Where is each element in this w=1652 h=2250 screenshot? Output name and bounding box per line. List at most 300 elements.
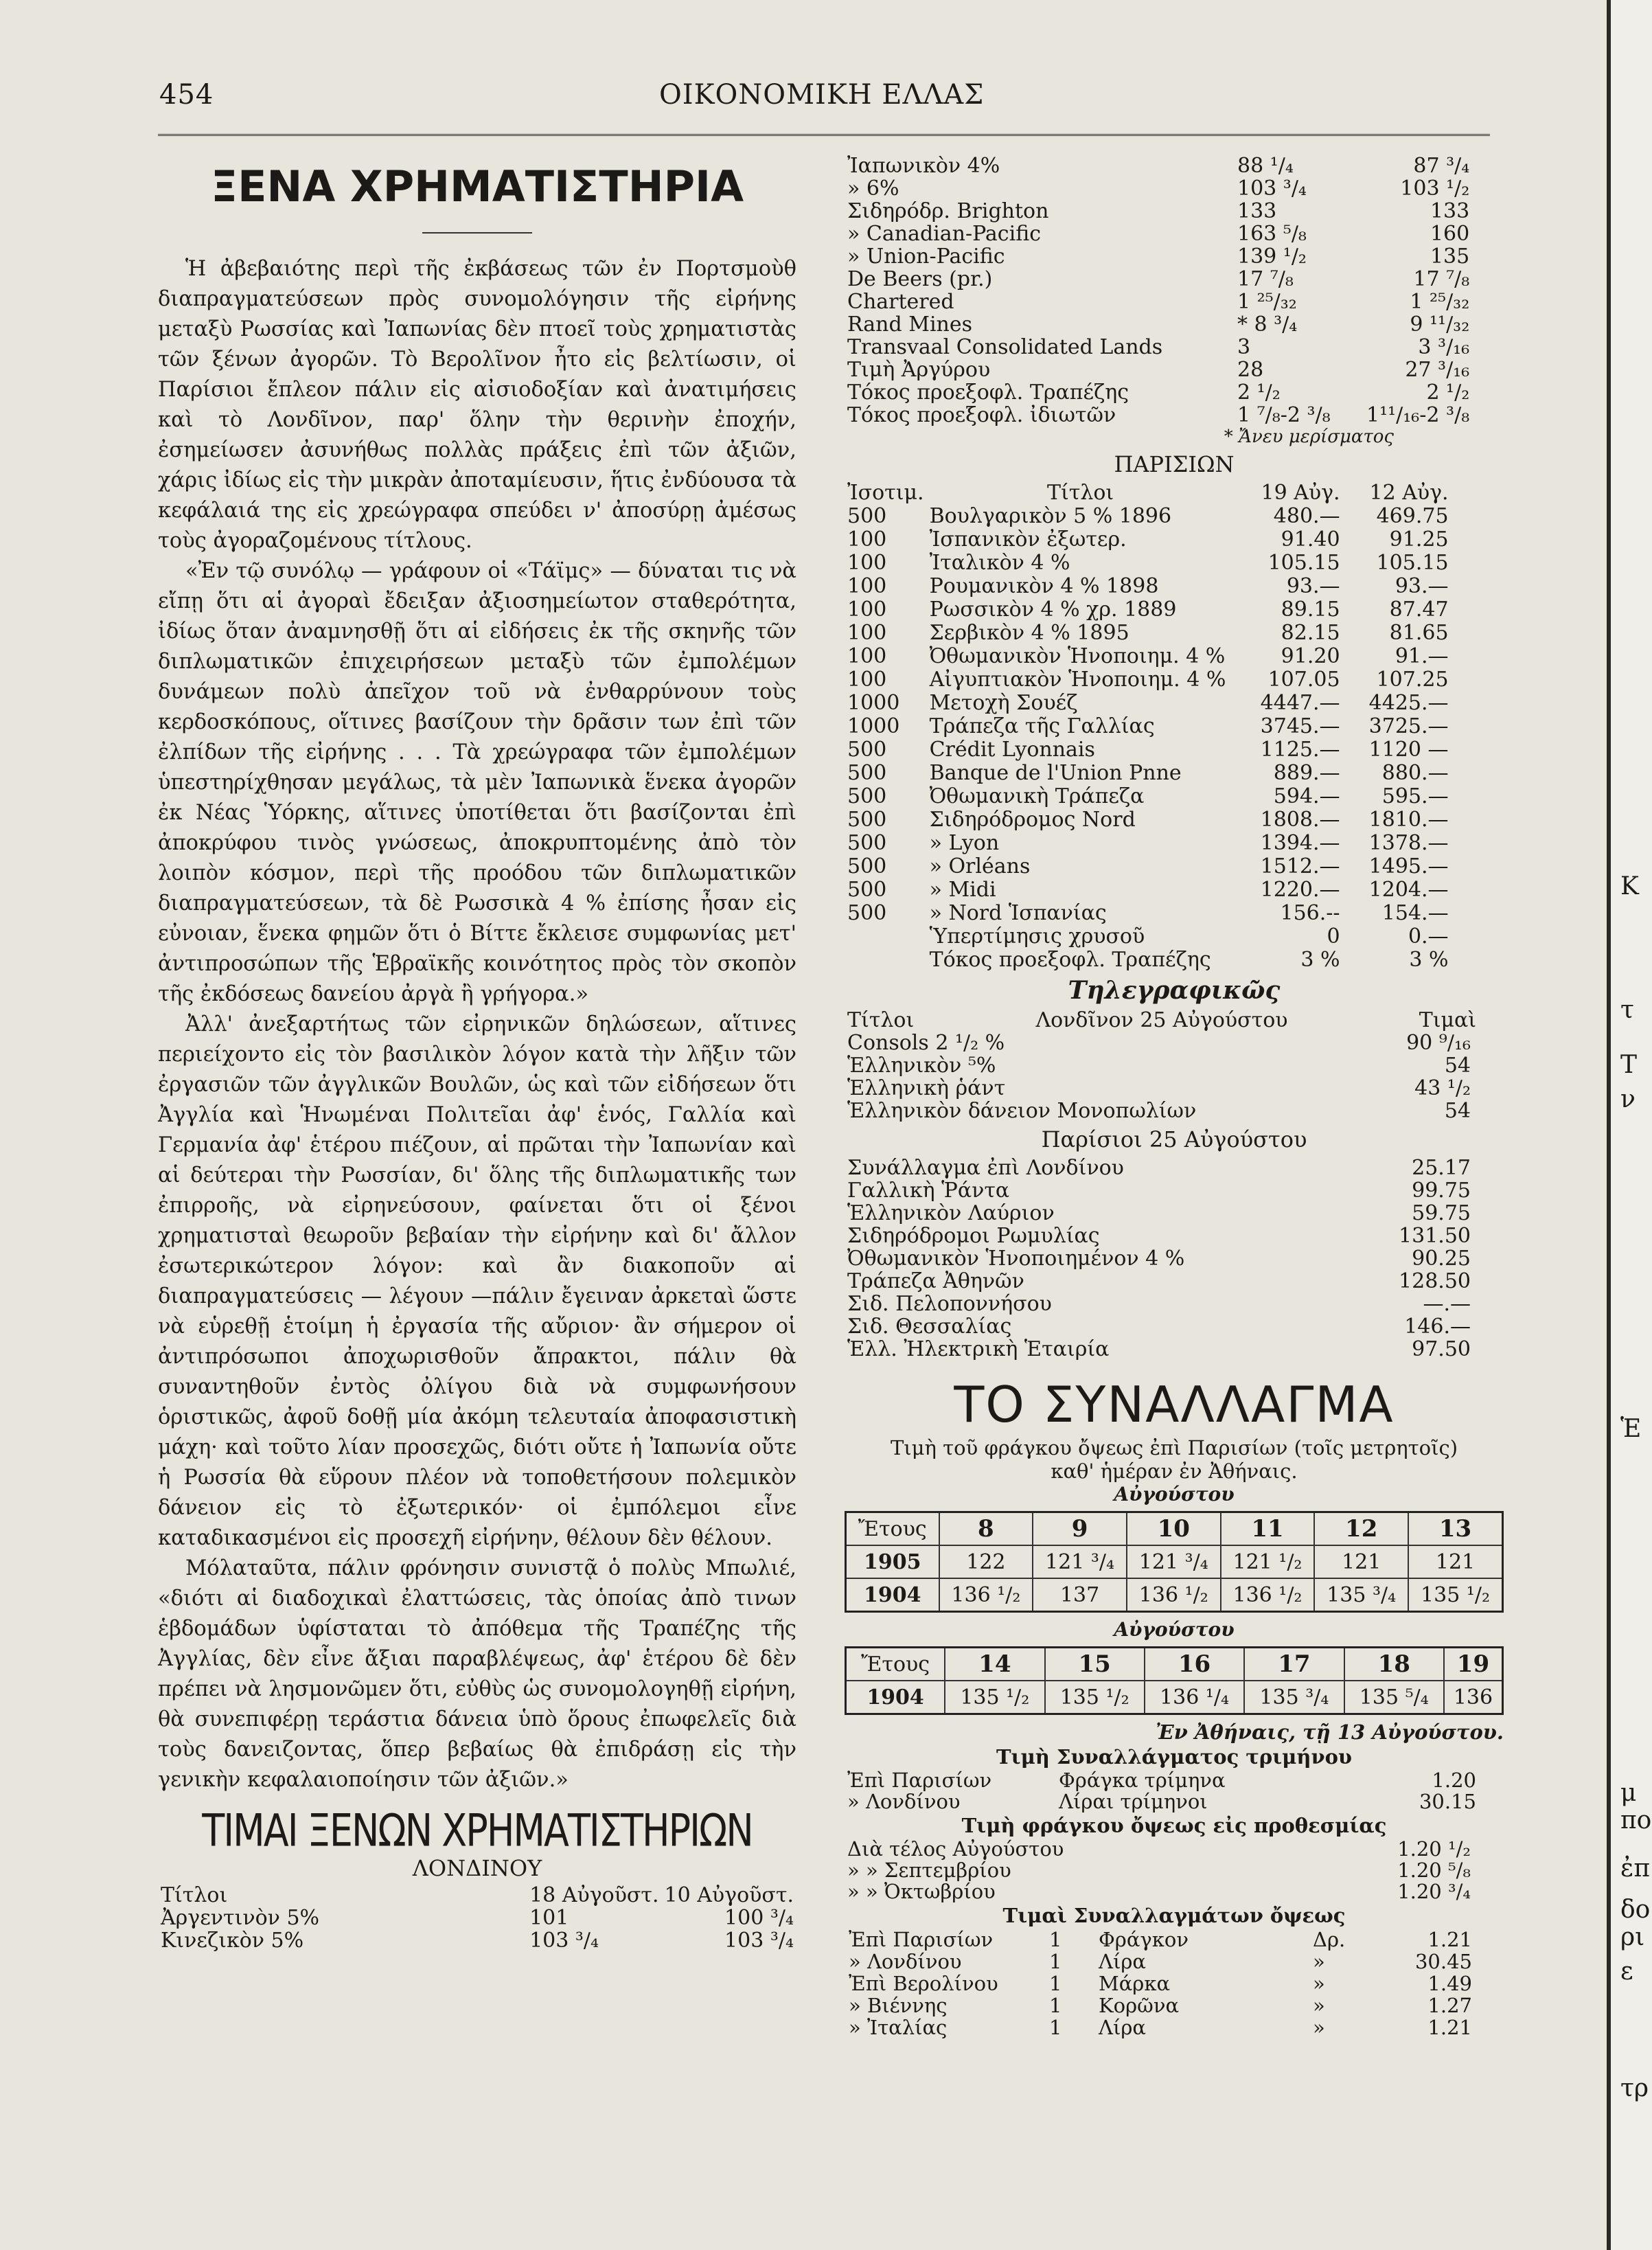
cell: Δρ. — [1313, 1928, 1346, 1951]
cell: 1 ²⁵/₃₂ — [1237, 290, 1297, 314]
cell: 500 — [847, 878, 887, 902]
cell: 1904 — [846, 1578, 939, 1612]
cell: 160 — [1430, 222, 1470, 246]
cell: 1.49 — [1427, 1972, 1472, 1995]
cell: Ἑλληνικὸν Λαύριον — [847, 1201, 1055, 1225]
cell: 1.20 — [1432, 1769, 1476, 1792]
cell: 17 ⁷/₈ — [1237, 267, 1294, 291]
col-header: 10 Αὐγοῦστ. — [664, 1883, 794, 1907]
sight-title: Τιμαὶ Συναλλαγμάτων ὄψεως — [1002, 1904, 1346, 1927]
paris-table — [845, 481, 1452, 972]
page-edge-fragment: Κ — [1620, 872, 1639, 900]
table-row — [845, 785, 1452, 808]
table-row — [845, 177, 1472, 200]
london-subtitle: ΛΟΝΔΙΝΟΥ — [412, 1855, 542, 1881]
cell: 91.40 — [1281, 527, 1340, 552]
table-row — [845, 855, 1452, 878]
cell: 90 ⁹/₁₆ — [1406, 1031, 1471, 1055]
cell: Τιμὴ Ἀργύρου — [847, 358, 991, 382]
cell: 100 ³/₄ — [724, 1906, 794, 1930]
cell: » Canadian-Pacific — [847, 222, 1042, 246]
page-edge-fragment: Ἑ — [1620, 1415, 1642, 1443]
cell: 121 — [1408, 1545, 1502, 1578]
cell: Ὀθωμανικὴ Τράπεζα — [929, 784, 1145, 808]
cell: Σιδηρόδρομος Nord — [929, 808, 1136, 832]
table-row — [845, 832, 1452, 855]
table-row — [845, 1054, 1473, 1077]
cell: Ἐπὶ Παρισίων — [847, 1769, 992, 1792]
cell: Chartered — [847, 290, 954, 314]
cell: Ἑλλ. Ἠλεκτρικὴ Ἑταιρία — [847, 1337, 1110, 1361]
col-header: 18 Αὐγοῦστ. — [529, 1883, 659, 1907]
left-column — [158, 155, 796, 1952]
cell: Ἑλληνικὸν ⁵% — [847, 1054, 996, 1078]
cell: Ἑλληνικὸν δάνειον Μονοπωλίων — [847, 1099, 1197, 1123]
cell: Τράπεζα τῆς Γαλλίας — [929, 714, 1155, 738]
cell: 1904 — [846, 1681, 945, 1714]
cell: 1.20 ³/₄ — [1397, 1880, 1471, 1903]
cell: Ὀθωμανικὸν Ἡνοποιημ. 4 % — [929, 644, 1226, 668]
cell: 54 — [1444, 1054, 1471, 1078]
cell: 1512.— — [1260, 854, 1340, 878]
cell: » » Σεπτεμβρίου — [847, 1859, 1011, 1882]
table-row — [845, 1270, 1473, 1293]
cell: * 8 ³/₄ — [1237, 312, 1298, 337]
cell: Σιδ. Θεσσαλίας — [847, 1315, 1012, 1339]
col-header: 16 — [1145, 1648, 1244, 1681]
col-header: 19 Αὐγ. — [1261, 481, 1340, 505]
title-rule — [422, 232, 532, 234]
cell: Συνάλλαγμα ἐπὶ Λονδίνου — [847, 1156, 1124, 1180]
col-header: 12 Αὐγ. — [1369, 481, 1449, 505]
cell: 880.— — [1381, 761, 1449, 785]
table-row — [845, 481, 1452, 505]
cell: 1¹¹/₁₆-2 ³/₈ — [1366, 403, 1470, 427]
exchange-title: ΤΟ ΣΥΝΑΛΛΑΓΜΑ — [954, 1376, 1395, 1433]
cell: 500 — [847, 808, 887, 832]
cell: 595.— — [1381, 784, 1449, 808]
cell: Ρουμανικὸν 4 % 1898 — [929, 574, 1159, 598]
forward-title: Τιμὴ φράγκου ὄψεως εἰς προθεσμίας — [961, 1814, 1387, 1837]
table-row — [158, 1884, 796, 1907]
table-row — [845, 925, 1452, 948]
table-row — [845, 692, 1452, 715]
cell: 1378.— — [1368, 831, 1449, 855]
cell: 25.17 — [1412, 1156, 1471, 1180]
col-header: Τίτλοι — [161, 1883, 228, 1907]
cell: Αἰγυπτιακὸν Ἡνοποιημ. 4 % — [929, 668, 1226, 692]
cell: 131.50 — [1399, 1224, 1471, 1248]
table-row — [845, 1973, 1476, 1995]
cell: 136 ¹/₄ — [1145, 1681, 1244, 1714]
article-paragraph: Μόλαταῦτα, πάλιν φρόνησιν συνιστᾷ ὁ πολὺς Μπωλιέ, «διότι αἱ διαδοχικαὶ ἐλαττώσεις, τὰς ὁποίας ἀπὸ τινων ἑβδομάδων ὑφίσταται τὸ ἀπόθεμα τῆς Τραπέζης τῆς Ἀγγλίας, δὲν εἶνε ἄξιαι παραβλέψεως, ἀφ' ἑτέρου δὲ δὲν πρέπει νὰ λησμονῶμεν ὅτι, εὐθὺς ὡς συνομολογηθῇ εἰρήνη, θὰ συνεπιφέρῃ τεράστια δάνεια ὑπὸ ὅρους ἐπωφελεῖς διὰ τοὺς δανειζοντας, ὅπερ βεβαίως θὰ ἐπιδράσῃ εἰς τὴν γενικὴν κεφαλαιοποίησιν τῶν ἀξιῶν.» — [158, 1556, 796, 1792]
three-month-title: Τιμὴ Συναλλάγματος τριμήνου — [996, 1745, 1353, 1769]
cell: Consols 2 ¹/₂ % — [847, 1031, 1005, 1055]
cell: 889.— — [1273, 761, 1340, 785]
cell: 136 — [1444, 1681, 1503, 1714]
table-row — [845, 1881, 1473, 1902]
foreign-prices-title: ΤΙΜΑΙ ΞΕΝΩΝ ΧΡΗΜΑΤΙΣΤΗΡΙΩΝ — [202, 1804, 753, 1857]
telegraph-title: Τηλεγραφικῶς — [1068, 976, 1281, 1005]
cell: De Beers (pr.) — [847, 267, 993, 291]
cell: 1394.— — [1260, 831, 1340, 855]
cell: Φράγκον — [1099, 1928, 1189, 1951]
table-row — [158, 1929, 796, 1952]
col-header: 17 — [1244, 1648, 1344, 1681]
cell: » Orléans — [929, 854, 1031, 878]
cell: 30.45 — [1414, 1950, 1472, 1973]
cell: 1808.— — [1260, 808, 1340, 832]
cell: » Midi — [929, 878, 996, 902]
col-header: Ἔτους — [846, 1648, 945, 1681]
cell: Τόκος προεξοφλ. Τραπέζης — [929, 948, 1211, 972]
cell: 135 ⁵/₄ — [1344, 1681, 1444, 1714]
cell: » Λονδίνου — [849, 1950, 962, 1973]
table-row — [846, 1512, 1503, 1546]
cell: » » Ὀκτωβρίου — [847, 1880, 996, 1903]
col-header: 11 — [1221, 1512, 1315, 1546]
cell: Σιδηρόδρ. Brighton — [847, 199, 1049, 223]
cell: 1204.— — [1368, 878, 1449, 902]
cell: Ὑπερτίμησις χρυσοῦ — [929, 924, 1145, 948]
cell: 107.05 — [1267, 668, 1340, 692]
cell: 135 ³/₄ — [1244, 1681, 1344, 1714]
exchange-desc: καθ' ἡμέραν ἐν Ἀθήναις. — [1051, 1459, 1298, 1483]
page-edge-fragment: ε — [1620, 1957, 1633, 1986]
month-label: Αὐγούστου — [1114, 1483, 1235, 1505]
table-row — [845, 715, 1452, 738]
cell: 133 — [1430, 199, 1470, 223]
telegraph-paris-table — [845, 1157, 1473, 1361]
cell: 1 — [1049, 1994, 1062, 2017]
table-row — [845, 808, 1452, 832]
cell: 128.50 — [1399, 1269, 1471, 1293]
cell: Transvaal Consolidated Lands — [847, 335, 1163, 359]
exchange-grid — [845, 1511, 1504, 1613]
cell: 469.75 — [1376, 504, 1449, 528]
cell: 154.— — [1381, 901, 1449, 925]
table-row — [845, 1860, 1473, 1881]
cell: 100 — [847, 574, 887, 598]
col-header: 13 — [1408, 1512, 1502, 1546]
cell: 1.27 — [1427, 1994, 1472, 2017]
cell: 136 ¹/₂ — [939, 1578, 1033, 1612]
cell: 4425.— — [1368, 691, 1449, 715]
article-paragraph: Ἡ ἀβεβαιότης περὶ τῆς ἐκβάσεως τῶν ἐν Πορτσμοὺθ διαπραγματεύσεων πρὸς συνομολόγησιν τῆς εἰρήνης μεταξὺ Ρωσσίας καὶ Ἰαπωνίας δὲν πτοεῖ τοὺς χρηματιστὰς τῶν ξένων ἀγορῶν. Τὸ Βερολῖνον ἦτο εἰς βελτίωσιν, οἱ Παρίσιοι ἔπλεον πάλιν εἰς αἰσιοδοξίαν καὶ ἀνατιμήσεις καὶ τὸ Λονδῖνον, παρ' ὅλην τὴν θερινὴν ἐποχήν, ἐσημείωσεν ἀσυνήθως πολλὰς πράξεις ἐπὶ τῶν ἀξιῶν, χάρις ἰδίως εἰς τὴν μικρὰν ἀποταμίευσιν, ἥτις ἐνδύουσα τὰ κεφάλαιά της εἰς χρεώγραφα σπεύδει ν' ἀποσύρῃ ἀμέσως τοὺς ἀγοραζομένους τίτλους. — [158, 257, 796, 553]
cell: Βουλγαρικὸν 5 % 1896 — [929, 504, 1172, 528]
page-number: 454 — [159, 79, 214, 111]
cell: 1.21 — [1427, 2016, 1472, 2039]
cell: 28 — [1237, 358, 1264, 382]
cell: 500 — [847, 831, 887, 855]
cell: 500 — [847, 901, 887, 925]
cell: Λίραι τρίμηνοι — [1059, 1790, 1208, 1813]
cell: Τόκος προεξοφλ. Τραπέζης — [847, 380, 1129, 405]
cell: Ἰσπανικὸν ἐξωτερ. — [929, 527, 1127, 552]
article-paragraph: «Ἐν τῷ συνόλῳ — γράφουν οἱ «Τάϊμς» — δύναται τις νὰ εἴπῃ ὅτι αἱ ἀγοραὶ ἔδειξαν ἀξιοσημείωτον σταθερότητα, ἰδίως ὅταν ἀναμνησθῇ ὅτι αἱ εἰδήσεις ἐκ τῆς σκηνῆς τῶν διπλωματικῶν ἐπιχειρήσεων μεταξὺ τῶν ἐμπολέμων δυνάμεων πολὺ ἀπεῖχον τοῦ νὰ ἐνθαρρύνουν τοὺς κερδοσκόπους, οἵτινες βασίζουν τὴν δρᾶσιν των ἐπὶ τῶν ἐλπίδων τῆς εἰρήνης . . . Τὰ χρεώγραφα τῶν ἐμπολέμων ὑπεστηρίχθησαν μεγάλως, τὰ μὲν Ἰαπωνικὰ ἕνεκα ἀγορῶν ἐκ Νέας Ὑόρκης, αἵτινες ὑποτίθεται ὅτι βασίζονται ἐπὶ ἀποκρύφου τινὸς γνώσεως, ἀποκρυπτομένης ἀπὸ τὸν λοιπὸν κόσμον, περὶ τῆς προόδου τῶν διπλωματικῶν διαπραγματεύσεων, τὰ δὲ Ρωσσικὰ 4 % ἐπίσης ἦσαν εἰς εὐνοιαν, ἕνεκα φημῶν ὅτι ὁ Βίττε ἔκλεισε συμφωνίας μετ' ἀντιπροσώπων τῆς Ἑβραϊκῆς κοινότητος πρὸς τὸν σκοπὸν τῆς ἐκδόσεως δανείου ἀργὰ ἢ γρήγορα.» — [158, 559, 796, 1006]
cell: 0 — [1327, 924, 1340, 948]
cell: 100 — [847, 598, 887, 622]
cell: Banque de l'Union Pnne — [929, 761, 1182, 785]
article-title: ΞΕΝΑ ΧΡΗΜΑΤΙΣΤΗΡΙΑ — [210, 161, 744, 212]
cell: 100 — [847, 621, 887, 645]
table-row — [846, 1648, 1503, 1681]
cell: 93.— — [1286, 574, 1340, 598]
cell — [845, 925, 927, 948]
col-header: Ἔτους — [846, 1512, 939, 1546]
cell: 1000 — [847, 714, 900, 738]
cell: Τόκος προεξοφλ. ἰδιωτῶν — [847, 403, 1116, 427]
article-paragraph: Ἀλλ' ἀνεξαρτήτως τῶν εἰρηνικῶν δηλώσεων, αἵτινες περιείχοντο εἰς τὸν βασιλικὸν λόγον κατὰ τὴν λῆξιν τῶν ἐργασιῶν τῶν ἀγγλικῶν Βουλῶν, ὡς καὶ τῶν εἰδήσεων ὅτι Ἀγγλία καὶ Ἡνωμέναι Πολιτεῖαι ἀφ' ἑνός, Γαλλία καὶ Γερμανία ἀφ' ἑτέρου πιέζουν, αἱ πρῶται τὴν Ἰαπωνίαν καὶ αἱ δεύτεραι τὴν Ρωσσίαν, δι' ὅλης τῆς διπλωματικῆς των ἐπιρροῆς, νὰ εἰρηνεύσουν, φαίνεται ὅτι οἱ ξένοι χρηματισταὶ θεωροῦν βεβαίαν τὴν εἰρήνην καὶ δι' ἄλλον ἐσωτερικώτερον λόγον: καὶ ἂν διακοποῦν αἱ διαπραγματεύσεις — λέγουν —πάλιν ἔγειναν ἀρκεταὶ ὥστε νὰ εὑρεθῇ ἑτοίμη ἡ ἐργασία τῆς αὔριον· ἂν σήμερον οἱ ἀντιπρόσωποι ἀποχωρισθοῦν ἄπρακτοι, πάλιν θὰ συναντηθοῦν ἐντὸς ὀλίγου διὰ νὰ συμφωνήσουν ὁριστικῶς, ἀφοῦ δοθῇ μία ἀκόμη τελευταία ἀποφασιστικὴ μάχη· καὶ τοῦτο λίαν προσεχῶς, διότι οὔτε ἡ Ἰαπωνία οὔτε ἡ Ρωσσία θὰ εὕρουν πλέον νὰ τοποθετήσουν πολεμικὸν δάνειον εἰς τὸ ἐξωτερικόν· οἱ ἐμπόλεμοι εἶνε καταδικασμένοι εἰς προσεχῆ εἰρήνην, θέλουν δὲν θέλουν. — [158, 1012, 796, 1550]
cell: Ρωσσικὸν 4 % χρ. 1889 — [929, 598, 1177, 622]
table-row — [845, 404, 1472, 427]
cell: Σιδ. Πελοποννήσου — [847, 1292, 1052, 1316]
cell: 81.65 — [1389, 621, 1449, 645]
col-header: Ἰσοτιμ. — [847, 481, 924, 505]
cell: 43 ¹/₂ — [1414, 1076, 1471, 1100]
cell: 594.— — [1273, 784, 1340, 808]
cell: 1905 — [846, 1545, 939, 1578]
cell: 3745.— — [1260, 714, 1340, 738]
exchange-desc: Τιμὴ τοῦ φράγκου ὄψεως ἐπὶ Παρισίων (τοῖς μετρητοῖς) — [890, 1436, 1458, 1459]
table-row — [845, 336, 1472, 359]
cell: Ἑλληνικὴ ῥάντ — [847, 1076, 1006, 1100]
cell: 1125.— — [1260, 738, 1340, 762]
cell: 99.75 — [1412, 1179, 1471, 1203]
cell: Μετοχὴ Σουέζ — [929, 691, 1078, 715]
three-month-table — [845, 1770, 1479, 1812]
cell: 1 — [1049, 1972, 1062, 1995]
cell: » — [1313, 1950, 1325, 1973]
table-row — [845, 1225, 1473, 1247]
col-header: 10 — [1127, 1512, 1221, 1546]
table-row — [845, 528, 1452, 552]
cell: 136 ¹/₂ — [1221, 1578, 1315, 1612]
cell: Rand Mines — [847, 312, 973, 337]
cell: 137 — [1033, 1578, 1127, 1612]
cell: 500 — [847, 854, 887, 878]
cell: 121 ³/₄ — [1033, 1545, 1127, 1578]
table-row — [846, 1545, 1503, 1578]
running-title: ΟΙΚΟΝΟΜΙΚΗ ΕΛΛΑΣ — [659, 79, 985, 111]
cell: » Βιέννης — [849, 1994, 948, 2017]
table-row — [845, 1157, 1473, 1179]
exchange-grid — [845, 1646, 1504, 1715]
telegraph-paris-header: Παρίσιοι 25 Αὐγούστου — [1041, 1126, 1307, 1152]
cell: 1810.— — [1368, 808, 1449, 832]
right-column — [845, 155, 1504, 2038]
cell: 146.— — [1404, 1315, 1471, 1339]
cell: 135 — [1430, 245, 1470, 269]
table-row — [845, 1202, 1473, 1225]
cell: 30.15 — [1419, 1790, 1476, 1813]
cell: 90.25 — [1412, 1247, 1471, 1271]
table-row — [845, 1247, 1473, 1270]
cell: 156.-- — [1280, 901, 1340, 925]
page-edge-fragment: δο — [1620, 1896, 1651, 1924]
cell: » — [1313, 1994, 1325, 2017]
table-row — [845, 1995, 1476, 2016]
cell: 93.— — [1395, 574, 1449, 598]
cell: Κορῶνα — [1099, 1994, 1180, 2017]
cell: 87.47 — [1389, 598, 1449, 622]
cell: Σιδηρόδρομοι Ρωμυλίας — [847, 1224, 1100, 1248]
cell: 100 — [847, 644, 887, 668]
page-edge-fragment: ἐπ — [1620, 1854, 1650, 1883]
cell: » Lyon — [929, 831, 1000, 855]
cell: 103 ¹/₂ — [1400, 177, 1470, 201]
table-row — [845, 598, 1452, 622]
cell: » — [1313, 2016, 1325, 2039]
cell: 1.20 ¹/₂ — [1397, 1837, 1471, 1861]
cell: 163 ⁵/₈ — [1237, 222, 1307, 246]
cell: 122 — [939, 1545, 1033, 1578]
table-row — [845, 313, 1472, 336]
cell: 88 ¹/₄ — [1237, 154, 1294, 178]
cell: 500 — [847, 738, 887, 762]
cell: 101 — [529, 1906, 569, 1930]
table-row — [845, 1770, 1479, 1791]
cell: 27 ³/₁₆ — [1405, 358, 1470, 382]
forward-table — [845, 1839, 1473, 1902]
col-header: 9 — [1033, 1512, 1127, 1546]
cell: 105.15 — [1267, 551, 1340, 575]
table-row — [845, 505, 1452, 528]
cell: 91.25 — [1389, 527, 1449, 552]
table-row — [845, 155, 1472, 177]
cell: 3 — [1237, 335, 1251, 359]
cell: 91.20 — [1281, 644, 1340, 668]
cell: 9 ¹¹/₃₂ — [1410, 312, 1470, 337]
cell: Ἰταλικὸν 4 % — [929, 551, 1070, 575]
cell: 107.25 — [1376, 668, 1449, 692]
cell: 480.— — [1273, 504, 1340, 528]
table-row — [845, 1293, 1473, 1315]
col-header: Τιμαὶ — [1419, 1008, 1476, 1032]
cell: 3 % — [1300, 948, 1340, 972]
table-row — [845, 2016, 1476, 2038]
table-row — [845, 1951, 1476, 1973]
table-row — [845, 948, 1452, 972]
cell: 82.15 — [1281, 621, 1340, 645]
col-header: 8 — [939, 1512, 1033, 1546]
table-row — [845, 268, 1472, 291]
cell: 1220.— — [1260, 878, 1340, 902]
cell: 54 — [1444, 1099, 1471, 1123]
table-row — [845, 902, 1452, 925]
table-row — [845, 381, 1472, 404]
table-row — [845, 245, 1472, 268]
cell: » Nord Ἱσπανίας — [929, 901, 1107, 925]
col-header: 12 — [1314, 1512, 1408, 1546]
cell: Ὀθωμανικὸν Ἡνοποιημένον 4 % — [847, 1247, 1185, 1271]
cell: Μάρκα — [1099, 1972, 1171, 1995]
table-row — [845, 1077, 1473, 1100]
cell: » Ἰταλίας — [849, 2016, 948, 2039]
table-row — [845, 622, 1452, 645]
cell: 1 ⁷/₈-2 ³/₈ — [1237, 403, 1331, 427]
next-page-edge — [1607, 0, 1652, 2250]
col-header: 18 — [1344, 1648, 1444, 1681]
cell: 1 — [1049, 1950, 1062, 1973]
page-edge-fragment: τ — [1620, 996, 1634, 1024]
page-edge-fragment: τρ — [1620, 2074, 1649, 2102]
table-row — [845, 645, 1452, 668]
table-row — [846, 1578, 1503, 1612]
cell: 1.20 ⁵/₈ — [1397, 1859, 1471, 1882]
cell: —.— — [1423, 1292, 1471, 1316]
cell: 4447.— — [1260, 691, 1340, 715]
cell: 0.— — [1408, 924, 1449, 948]
london-table-cont — [845, 155, 1472, 427]
table-row — [845, 1791, 1479, 1812]
table-row — [845, 291, 1472, 313]
cell — [845, 948, 927, 972]
cell: 89.15 — [1281, 598, 1340, 622]
cell: Τράπεζα Ἀθηνῶν — [847, 1269, 1024, 1293]
cell: 135 ¹/₂ — [1408, 1578, 1502, 1612]
cell: 17 ⁷/₈ — [1413, 267, 1470, 291]
sight-table — [845, 1929, 1476, 2038]
cell: 59.75 — [1412, 1201, 1471, 1225]
cell: 1000 — [847, 691, 900, 715]
cell: 1120 — — [1368, 738, 1449, 762]
cell: 135 ¹/₂ — [1045, 1681, 1145, 1714]
table-row — [845, 1032, 1473, 1054]
cell: 500 — [847, 784, 887, 808]
cell: Γαλλικὴ Ῥάντα — [847, 1179, 1010, 1203]
cell: Ἐπὶ Παρισίων — [849, 1928, 994, 1951]
page-edge-fragment: T — [1620, 1051, 1638, 1079]
table-row — [845, 1839, 1473, 1860]
col-header: 14 — [945, 1648, 1044, 1681]
table-row — [845, 738, 1452, 762]
cell: 133 — [1237, 199, 1277, 223]
header-rule — [158, 134, 1490, 136]
telegraph-london-header — [845, 1009, 1479, 1032]
cell: 100 — [847, 551, 887, 575]
cell: 3 % — [1409, 948, 1449, 972]
cell: 135 ¹/₂ — [945, 1681, 1044, 1714]
cell: Ἀργεντινὸν 5% — [161, 1906, 320, 1930]
paris-title: ΠΑΡΙΣΙΩΝ — [1114, 451, 1235, 477]
col-header: 15 — [1045, 1648, 1145, 1681]
cell: 2 ¹/₂ — [1426, 380, 1470, 405]
cell: 136 ¹/₂ — [1127, 1578, 1221, 1612]
cell: Φράγκα τρίμηνα — [1059, 1769, 1226, 1792]
london-table-start — [158, 1884, 796, 1952]
cell: 3725.— — [1368, 714, 1449, 738]
cell: Λίρα — [1099, 2016, 1146, 2039]
cell: » Λονδίνου — [847, 1790, 961, 1813]
cell: 500 — [847, 761, 887, 785]
cell: 105.15 — [1376, 551, 1449, 575]
month-label: Αὐγούστου — [1114, 1618, 1235, 1641]
cell: 135 ³/₄ — [1314, 1578, 1408, 1612]
table-row — [845, 552, 1452, 575]
table-row — [845, 1179, 1473, 1202]
cell: Διὰ τέλος Αὐγούστου — [847, 1837, 1064, 1861]
cell: 2 ¹/₂ — [1237, 380, 1281, 405]
cell: 121 ¹/₂ — [1221, 1545, 1315, 1578]
cell: Ἰαπωνικὸν 4% — [847, 154, 1000, 178]
cell: 91.— — [1395, 644, 1449, 668]
cell: 121 ³/₄ — [1127, 1545, 1221, 1578]
table-row — [845, 1338, 1473, 1361]
dateline: Ἐν Ἀθήναις, τῇ 13 Αὐγούστου. — [1156, 1720, 1504, 1744]
page-edge-fragment: ρι — [1620, 1923, 1645, 1951]
cell: 139 ¹/₂ — [1237, 245, 1307, 269]
